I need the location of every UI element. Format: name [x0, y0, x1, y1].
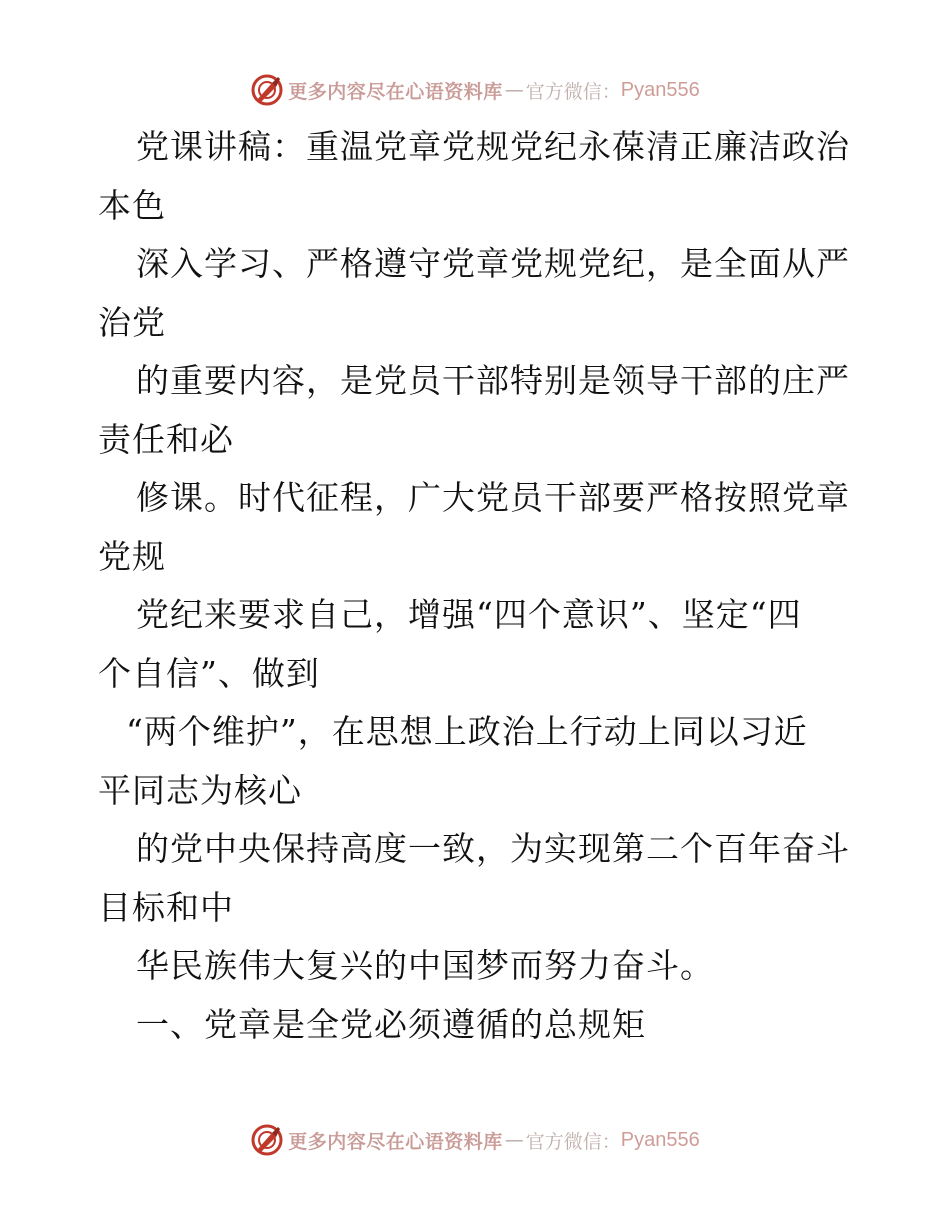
- footer-wechat-id: Pyan556: [620, 1128, 700, 1151]
- footer-separator: —: [504, 1129, 524, 1151]
- text-line: “两个维护”，在思想上政治上行动上同以习近: [126, 712, 808, 751]
- text-line: 责任和必: [98, 419, 234, 459]
- header-wechat-id: Pyan556: [620, 78, 700, 101]
- document-body: [98, 118, 858, 1054]
- pen-logo-icon: [250, 73, 284, 107]
- header-watermark: [0, 70, 950, 110]
- footer-watermark: [0, 1120, 950, 1160]
- text-line: 个自信”、做到: [98, 653, 320, 693]
- text-line: 华民族伟大复兴的中国梦而努力奋斗。: [136, 946, 714, 985]
- text-line: 治党: [98, 302, 166, 342]
- text-line: 的重要内容，是党员干部特别是领导干部的庄严: [136, 361, 850, 400]
- text-line: 本色: [98, 185, 166, 225]
- header-site-name: 更多内容尽在心语资料库: [288, 80, 503, 103]
- text-line: 的党中央保持高度一致，为实现第二个百年奋斗: [136, 829, 850, 868]
- text-line: 深入学习、严格遵守党章党规党纪，是全面从严: [136, 244, 850, 283]
- section-heading: 一、党章是全党必须遵循的总规矩: [136, 1004, 646, 1044]
- footer-wechat-label: 官方微信：: [525, 1130, 621, 1153]
- text-line: 党纪来要求自己，增强“四个意识”、坚定“四: [136, 595, 802, 634]
- header-separator: —: [504, 79, 524, 101]
- title-line: 党课讲稿：重温党章党规党纪永葆清正廉洁政治: [136, 127, 850, 166]
- text-line: 党规: [98, 536, 166, 576]
- footer-site-name: 更多内容尽在心语资料库: [288, 1130, 503, 1153]
- pen-logo-icon: [250, 1123, 284, 1157]
- header-wechat-label: 官方微信：: [525, 80, 621, 103]
- text-line: 平同志为核心: [98, 770, 302, 810]
- text-line: 目标和中: [98, 887, 234, 927]
- text-line: 修课。时代征程，广大党员干部要严格按照党章: [136, 478, 850, 517]
